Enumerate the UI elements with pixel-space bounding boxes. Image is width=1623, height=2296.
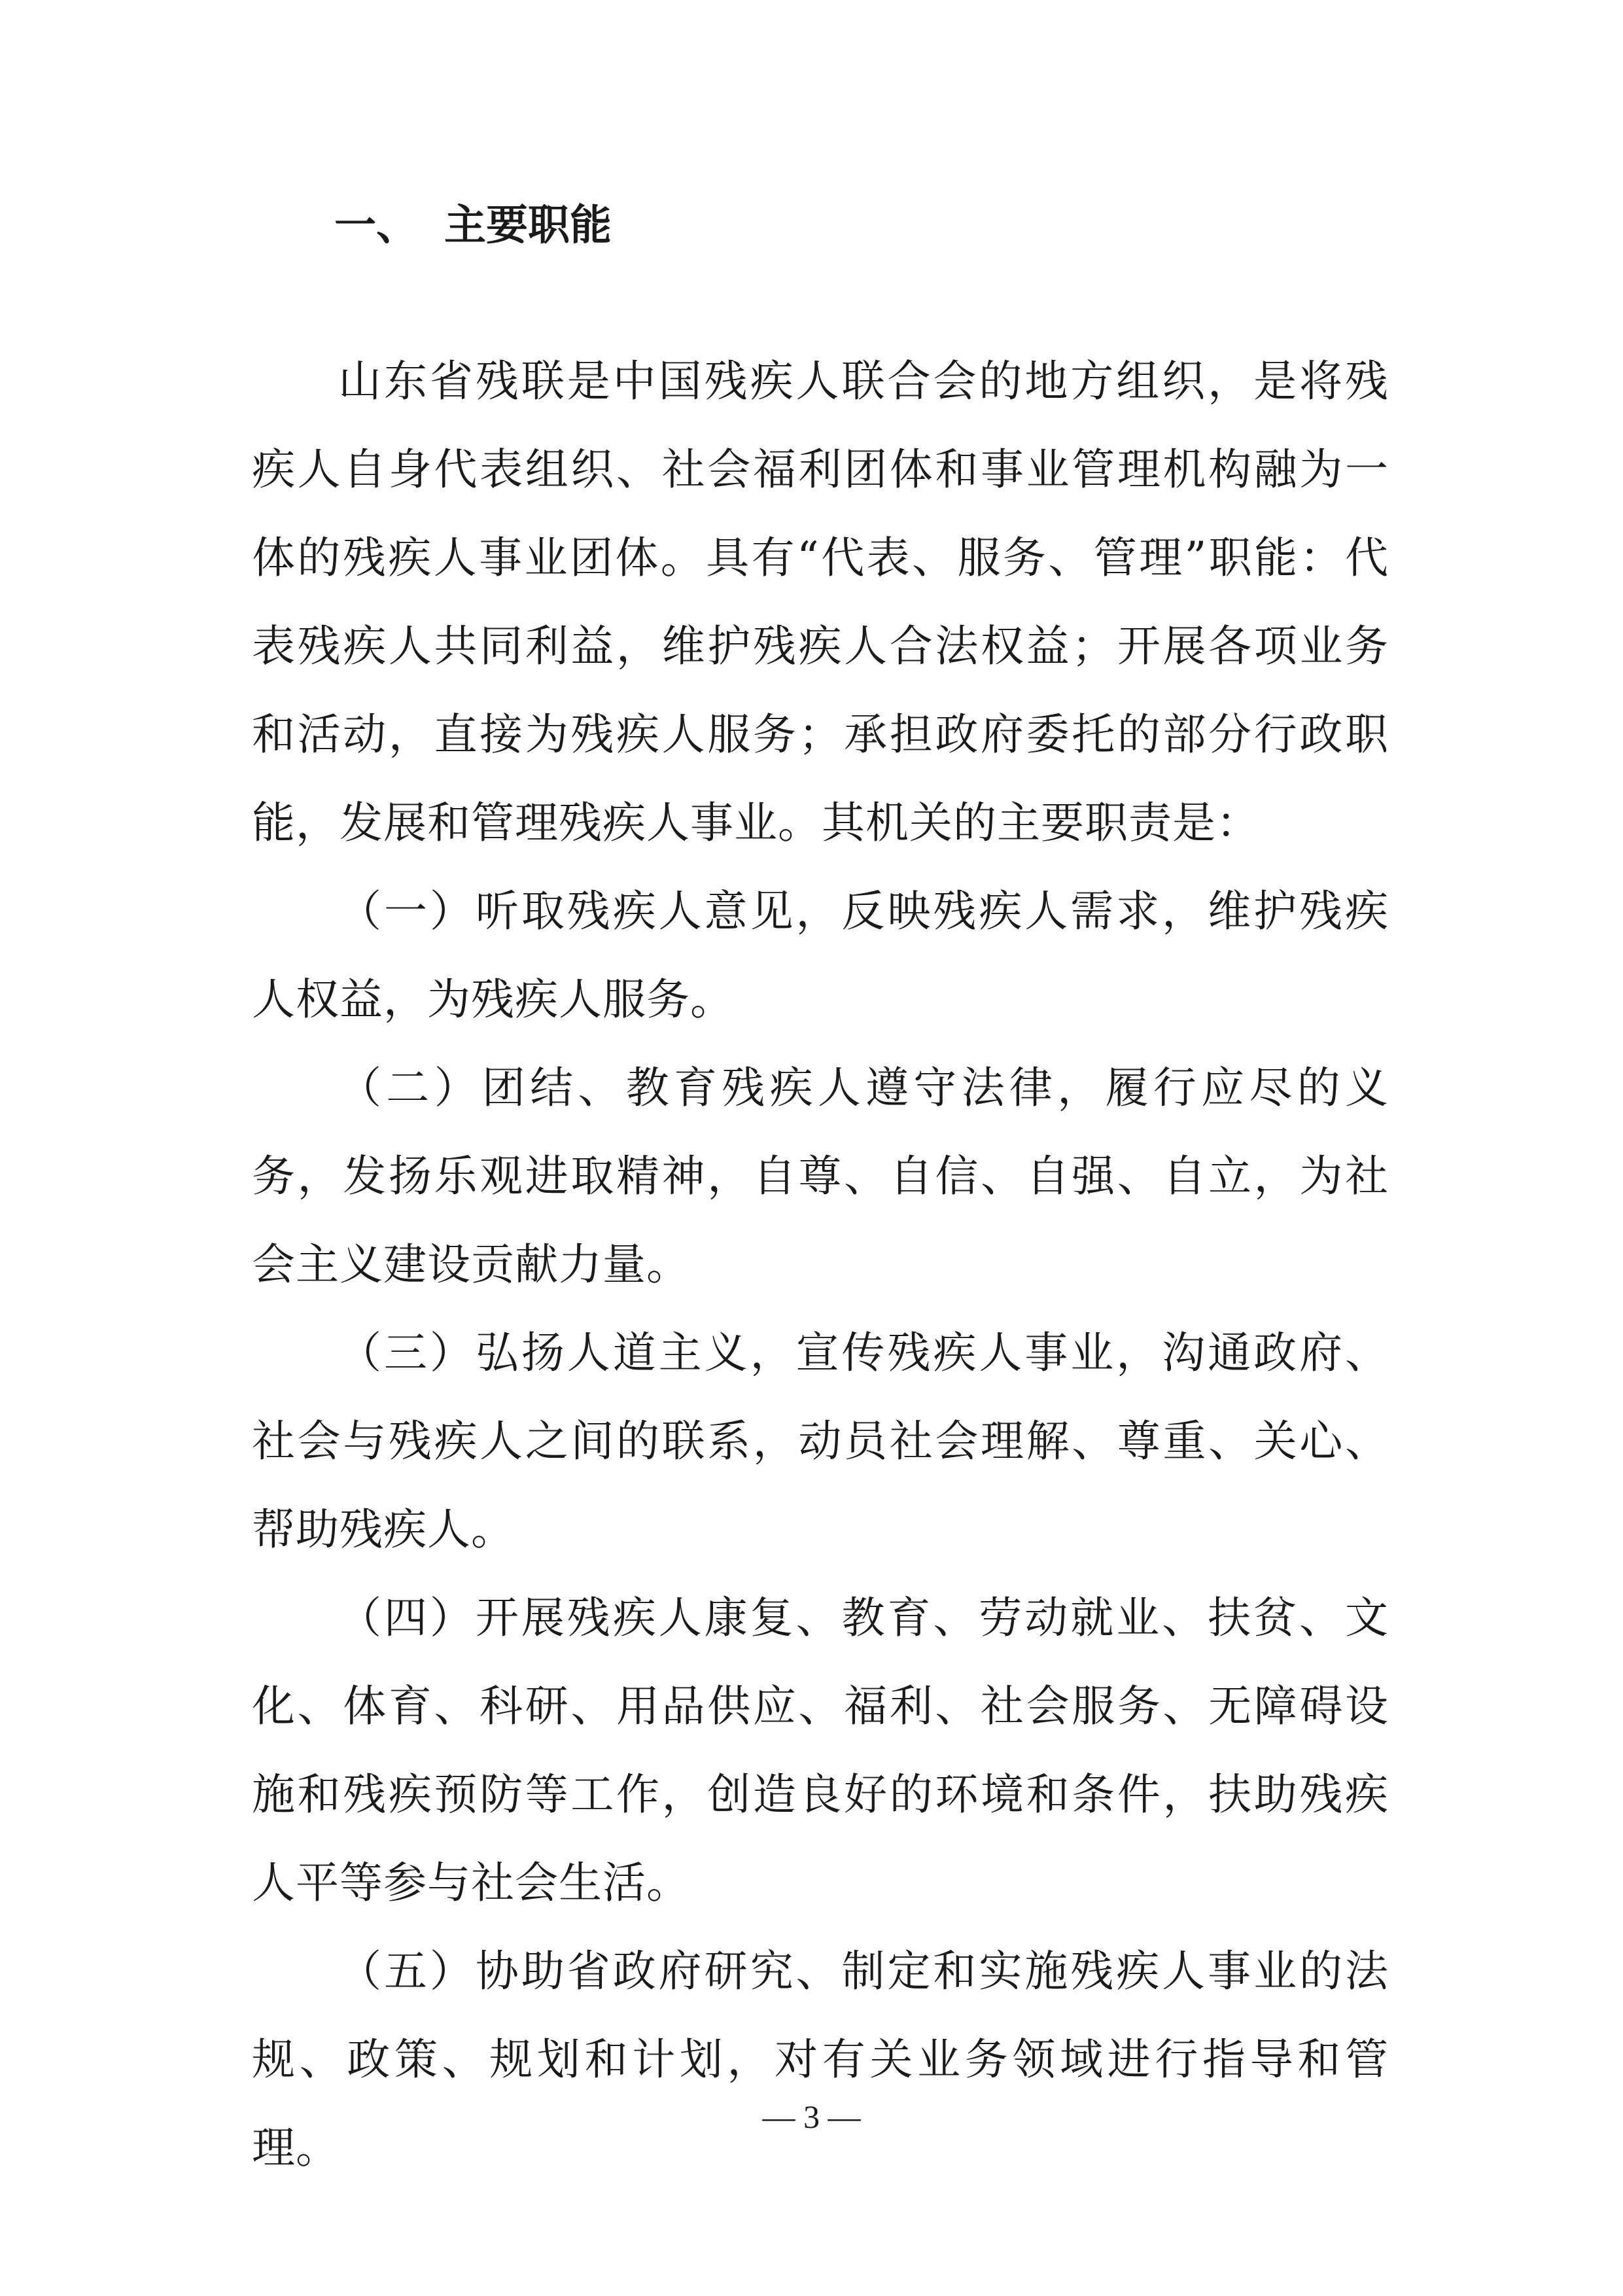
duty-item-1: （一）听取残疾人意见，反映残疾人需求，维护残疾人权益，为残疾人服务。 xyxy=(252,886,1389,1025)
section-title: 主要职能 xyxy=(444,202,612,250)
body-text xyxy=(252,337,1389,2192)
duty-item-4: （四）开展残疾人康复、教育、劳动就业、扶贫、文化、体育、科研、用品供应、福利、社会服务、无障碍设施和残疾预防等工作，创造良好的环境和条件，扶助残疾人平等参与社会生活。 xyxy=(252,1593,1389,1908)
duty-item-5: （五）协助省政府研究、制定和实施残疾人事业的法规、政策、规划和计划，对有关业务领域进行指导和管理。 xyxy=(252,1946,1389,2173)
section-number: 一、 xyxy=(334,202,418,250)
section-heading xyxy=(334,193,612,258)
page-number: — 3 — xyxy=(762,2098,861,2135)
duty-item-2: （二）团结、教育残疾人遵守法律，履行应尽的义务，发扬乐观进取精神，自尊、自信、自强、自立，为社会主义建设贡献力量。 xyxy=(252,1063,1389,1290)
duty-item-3: （三）弘扬人道主义，宣传残疾人事业，沟通政府、社会与残疾人之间的联系，动员社会理解、尊重、关心、帮助残疾人。 xyxy=(252,1328,1389,1555)
intro-paragraph: 山东省残联是中国残疾人联合会的地方组织，是将残疾人自身代表组织、社会福利团体和事业管理机构融为一体的残疾人事业团体。具有“代表、服务、管理”职能：代表残疾人共同利益，维护残疾人合法权益；开展各项业务和活动，直接为残疾人服务；承担政府委托的部分行政职能，发展和管理残疾人事业。其机关的主要职责是： xyxy=(252,356,1389,848)
